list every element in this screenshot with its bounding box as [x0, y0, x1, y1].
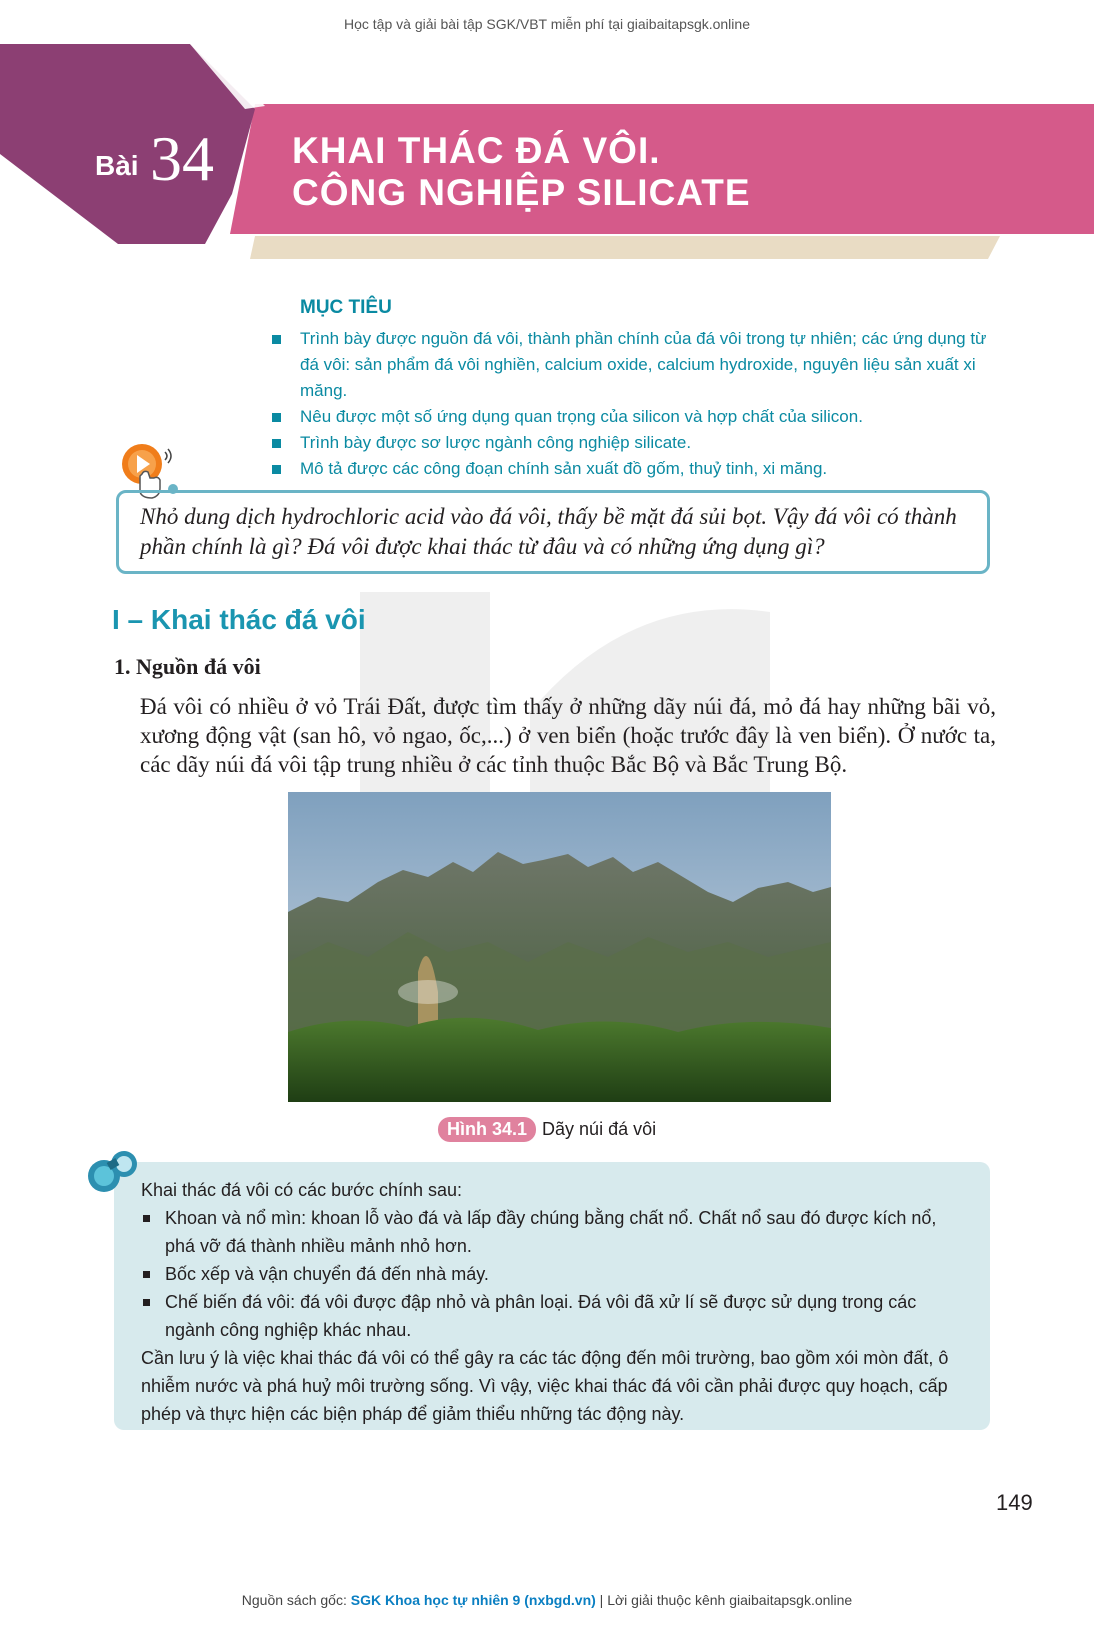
figure-caption-text: Dãy núi đá vôi	[542, 1119, 657, 1139]
objective-item: Mô tả được các công đoạn chính sản xuất đồ gốm, thuỷ tinh, xi măng.	[270, 456, 1000, 482]
footer-prefix: Nguồn sách gốc:	[241, 1592, 351, 1608]
info-list-item: Khoan và nổ mìn: khoan lỗ vào đá và lấp đầy chúng bằng chất nổ. Chất nổ sau đó được kích nổ, phá vỡ đá thành nhiều mảnh nhỏ hơn.	[141, 1204, 971, 1260]
section-title: I – Khai thác đá vôi	[112, 604, 366, 635]
question-text: Nhỏ dung dịch hydrochloric acid vào đá vôi, thấy bề mặt đá sủi bọt. Vậy đá vôi có thành phần chính là gì? Đá vôi được khai thác từ đâu và có những ứng dụng gì?	[140, 504, 957, 559]
bullet-icon	[143, 1215, 150, 1222]
bullet-icon	[143, 1299, 150, 1306]
bullet-icon	[272, 439, 281, 448]
limestone-mountains-photo	[288, 792, 831, 1102]
binoculars-icon	[86, 1146, 142, 1196]
bullet-icon	[143, 1271, 150, 1278]
objectives-list	[270, 326, 1000, 482]
objective-item: Trình bày được sơ lược ngành công nghiệp silicate.	[270, 430, 1000, 456]
lesson-word: Bài	[95, 150, 139, 181]
objectives-heading: MỤC TIÊU	[300, 297, 392, 318]
page-number: 149	[996, 1490, 1033, 1515]
lesson-title-line-1: KHAI THÁC ĐÁ VÔI.	[292, 130, 661, 171]
lesson-number: 34	[150, 123, 214, 194]
subsection-title: 1. Nguồn đá vôi	[114, 654, 261, 679]
figure-label: Hình 34.1	[438, 1117, 536, 1142]
info-note: Cần lưu ý là việc khai thác đá vôi có thể gây ra các tác động đến môi trường, bao gồm xói mòn đất, ô nhiễm nước và phá huỷ môi trường sống. Vì vậy, việc khai thác đá vôi cần phải được quy hoạch, cấp phép và thực hiện các biện pháp để giảm thiểu những tác động này.	[141, 1348, 949, 1424]
info-list-item: Chế biến đá vôi: đá vôi được đập nhỏ và phân loại. Đá vôi đã xử lí sẽ được sử dụng trong các ngành công nghiệp khác nhau.	[141, 1288, 971, 1344]
objective-item: Nêu được một số ứng dụng quan trọng của silicon và hợp chất của silicon.	[270, 404, 1000, 430]
lesson-title-line-2: CÔNG NGHIỆP SILICATE	[292, 172, 751, 213]
info-list-item: Bốc xếp và vận chuyển đá đến nhà máy.	[141, 1260, 971, 1288]
info-intro: Khai thác đá vôi có các bước chính sau:	[141, 1180, 463, 1200]
bullet-icon	[272, 413, 281, 422]
footer-source	[0, 1592, 1094, 1608]
footer-source-link[interactable]: SGK Khoa học tự nhiên 9 (nxbgd.vn)	[350, 1592, 596, 1608]
figure-caption	[438, 1117, 656, 1142]
objective-item: Trình bày được nguồn đá vôi, thành phần chính của đá vôi trong tự nhiên; các ứng dụng từ đá vôi: sản phẩm đá vôi nghiền, calcium oxide, calcium hydroxide, nguyên liệu sản xuất xi măng.	[270, 326, 1000, 404]
header-note: Học tập và giải bài tập SGK/VBT miễn phí tại giaibaitapsgk.online	[344, 16, 750, 32]
footer-suffix: | Lời giải thuộc kênh giaibaitapsgk.online	[595, 1592, 853, 1608]
info-box-content	[141, 1176, 971, 1428]
bullet-icon	[272, 335, 281, 344]
bullet-icon	[272, 465, 281, 474]
section-paragraph: Đá vôi có nhiều ở vỏ Trái Đất, được tìm thấy ở những dãy núi đá, mỏ đá hay những bãi vỏ, xương động vật (san hô, vỏ ngao, ốc,...) ở ven biển (hoặc trước đây là ven biển). Ở nước ta, các dãy núi đá vôi tập trung nhiều ở các tỉnh thuộc Bắc Bộ và Bắc Trung Bộ.	[140, 694, 996, 777]
